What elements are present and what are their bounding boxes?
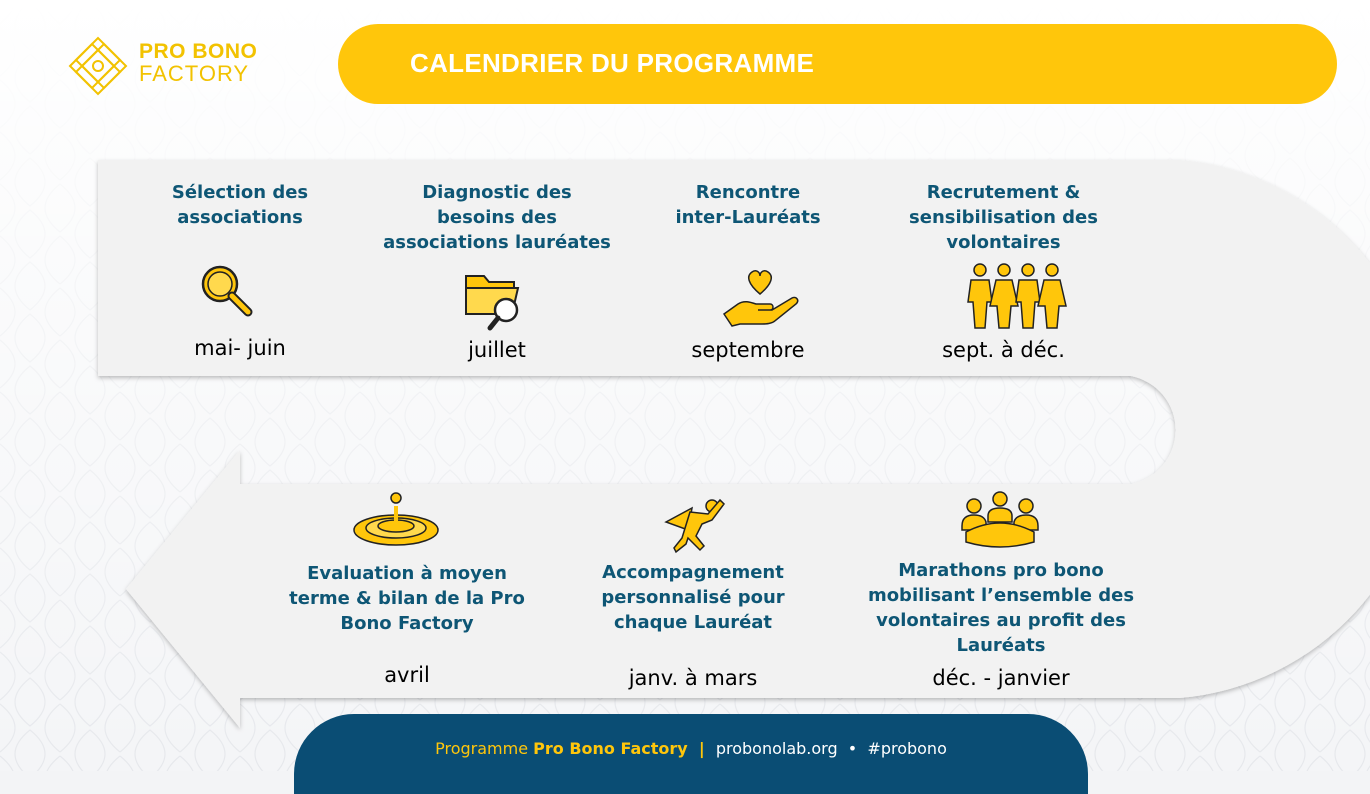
step-date: janv. à mars xyxy=(628,666,758,690)
footer-hashtag[interactable]: #probono xyxy=(867,739,947,758)
footer-brand: Pro Bono Factory xyxy=(533,739,688,758)
footer-dot: • xyxy=(837,739,868,758)
step-date: juillet xyxy=(468,338,526,362)
magnifier-icon xyxy=(196,262,258,318)
page-title: CALENDRIER DU PROGRAMME xyxy=(410,48,815,78)
heart-hand-icon xyxy=(720,264,800,328)
water-drop-ripple-icon xyxy=(352,490,440,548)
people-group-icon xyxy=(964,262,1068,330)
logo-line-1: PRO BONO xyxy=(139,40,258,63)
step-evaluation xyxy=(282,561,532,701)
step-accompagnement xyxy=(588,560,798,700)
step-date: septembre xyxy=(691,338,805,362)
step-label: Rencontre inter-Lauréats xyxy=(675,182,821,228)
step-marathons xyxy=(856,558,1146,698)
step-label: Evaluation à moyen terme & bilan de la Pro Bono Factory xyxy=(289,563,525,634)
title-banner xyxy=(338,24,1337,104)
folder-search-icon xyxy=(462,268,528,332)
logo-line-2: FACTORY xyxy=(139,61,250,86)
step-label: Accompagnement personnalisé pour chaque Lauréat xyxy=(601,562,785,633)
footer-banner xyxy=(294,714,1088,794)
footer-text xyxy=(294,739,1088,758)
step-date: mai- juin xyxy=(194,336,286,360)
step-label: Diagnostic des besoins des associations lauréates xyxy=(383,182,611,253)
step-label: Recrutement & sensibilisation des volontaires xyxy=(909,182,1098,253)
footer-separator: | xyxy=(687,739,716,758)
meeting-table-icon xyxy=(960,490,1040,550)
footer-site-link[interactable]: probonolab.org xyxy=(715,739,838,758)
step-label: Sélection des associations xyxy=(171,182,309,228)
footer-prefix: Programme xyxy=(435,739,534,758)
step-date: déc. - janvier xyxy=(932,666,1070,690)
step-date: sept. à déc. xyxy=(942,338,1065,362)
logo-text xyxy=(139,41,257,85)
step-label: Marathons pro bono mobilisant l’ensemble des volontaires au profit des Lauréats xyxy=(867,560,1135,656)
superhero-icon xyxy=(662,496,728,554)
step-date: avril xyxy=(384,663,430,687)
